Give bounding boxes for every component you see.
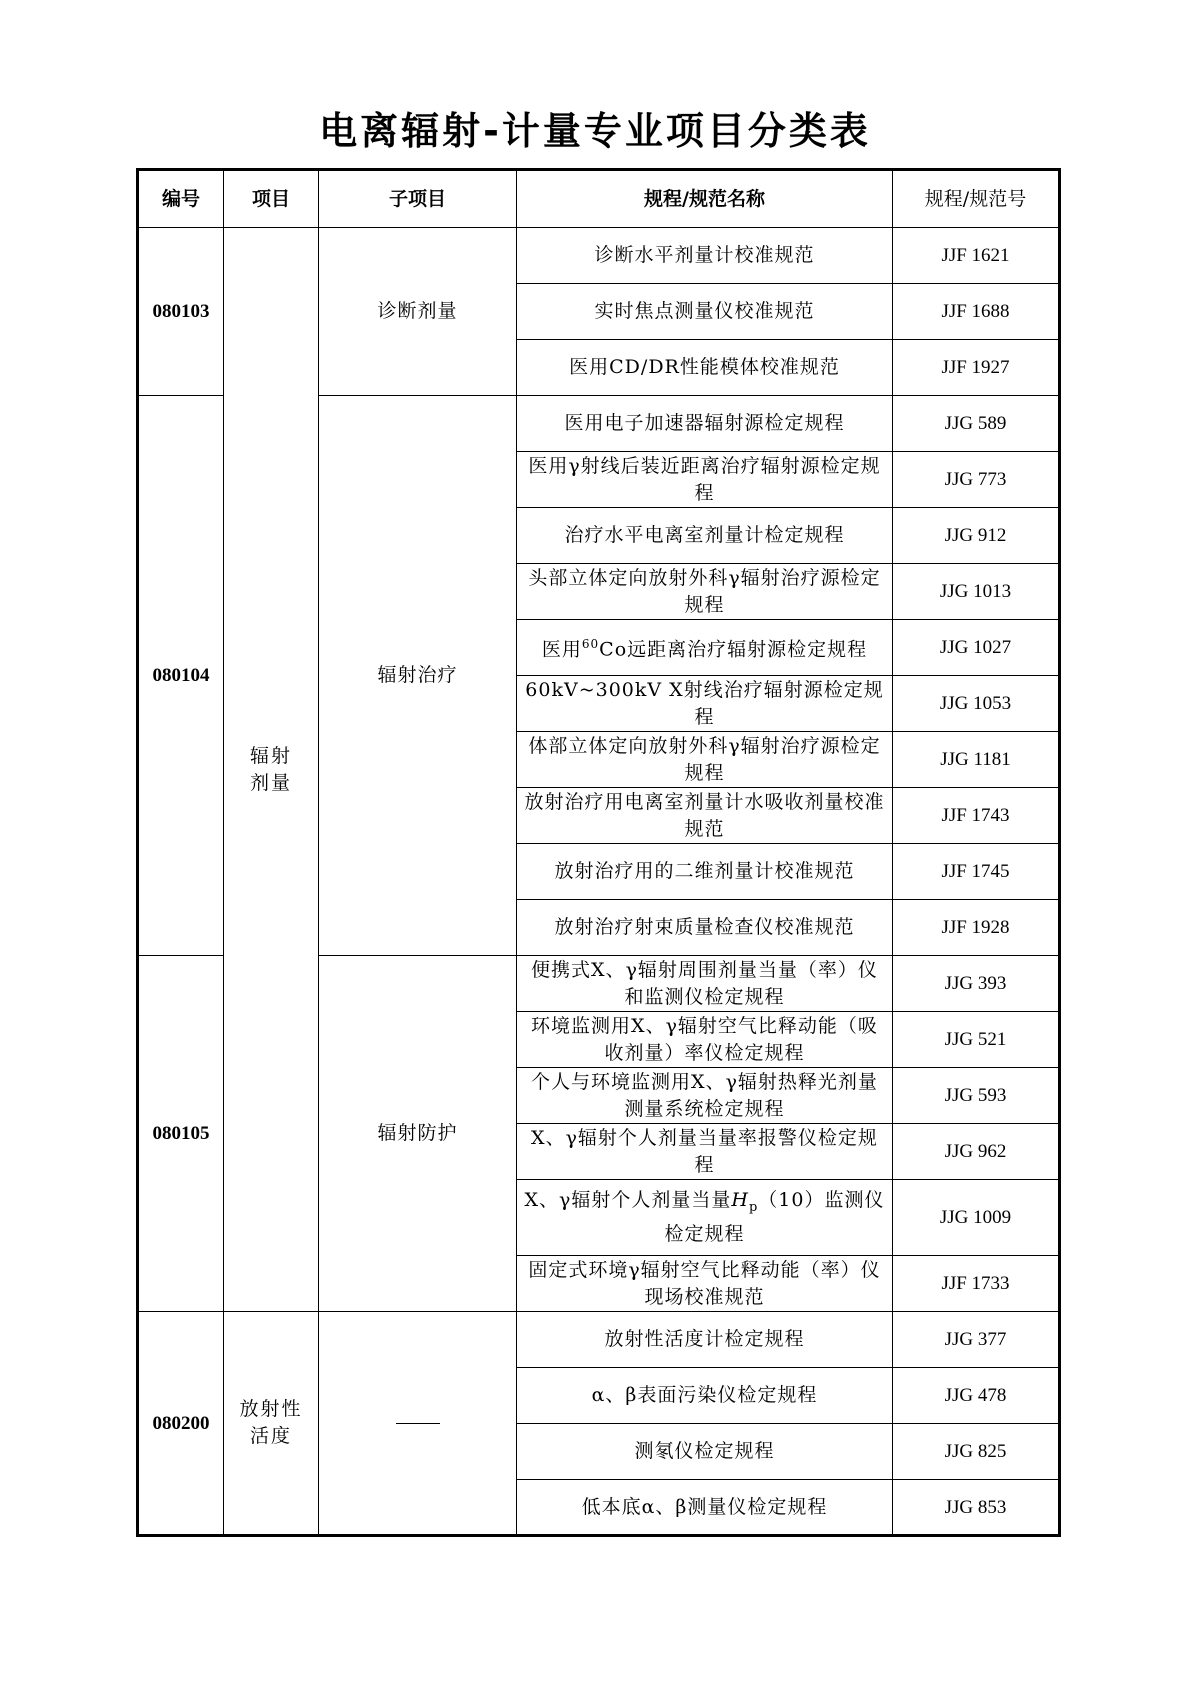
spec-number: JJG 853 (893, 1480, 1060, 1536)
project-cell-activity: 放射性活度 (224, 1312, 319, 1536)
spec-name: 便携式X、γ辐射周围剂量当量（率）仪和监测仪检定规程 (517, 956, 893, 1012)
quantity-symbol: H (731, 1189, 749, 1212)
spec-name: α、β表面污染仪检定规程 (517, 1368, 893, 1424)
code-cell: 080200 (138, 1312, 224, 1536)
project-cell-dose: 辐射剂量 (224, 228, 319, 1312)
header-name: 规程/规范名称 (517, 170, 893, 228)
spec-name: 低本底α、β测量仪检定规程 (517, 1480, 893, 1536)
spec-name: 治疗水平电离室剂量计检定规程 (517, 508, 893, 564)
dash-placeholder (396, 1423, 440, 1424)
spec-name: X、γ辐射个人剂量当量率报警仪检定规程 (517, 1124, 893, 1180)
subproject-cell: 诊断剂量 (319, 228, 517, 396)
spec-number: JJG 593 (893, 1068, 1060, 1124)
spec-name: 固定式环境γ辐射空气比释动能（率）仪现场校准规范 (517, 1256, 893, 1312)
spec-number: JJG 773 (893, 452, 1060, 508)
spec-number: JJG 1013 (893, 564, 1060, 620)
code-cell: 080103 (138, 228, 224, 396)
spec-number: JJG 825 (893, 1424, 1060, 1480)
spec-number: JJF 1745 (893, 844, 1060, 900)
spec-number: JJF 1733 (893, 1256, 1060, 1312)
spec-number: JJG 478 (893, 1368, 1060, 1424)
spec-name-suffix: Co远距离治疗辐射源检定规程 (599, 638, 868, 661)
spec-name-suffix: （10）监测仪检定规程 (664, 1189, 885, 1245)
spec-name: 放射治疗射束质量检查仪校准规范 (517, 900, 893, 956)
spec-name (517, 1180, 893, 1256)
spec-number: JJG 393 (893, 956, 1060, 1012)
spec-name: 头部立体定向放射外科γ辐射治疗源检定规程 (517, 564, 893, 620)
isotope-mass-number: 60 (581, 637, 600, 652)
spec-number: JJF 1743 (893, 788, 1060, 844)
spec-name-prefix: X、γ辐射个人剂量当量 (524, 1189, 732, 1212)
quantity-subscript: p (748, 1199, 759, 1215)
code-cell: 080104 (138, 396, 224, 956)
spec-name: 测氡仪检定规程 (517, 1424, 893, 1480)
header-row (138, 170, 1060, 228)
code-cell: 080105 (138, 956, 224, 1312)
spec-name: 实时焦点测量仪校准规范 (517, 284, 893, 340)
header-project: 项目 (224, 170, 319, 228)
spec-name (517, 620, 893, 676)
subproject-cell: 辐射治疗 (319, 396, 517, 956)
spec-number: JJG 962 (893, 1124, 1060, 1180)
spec-name: 医用CD/DR性能模体校准规范 (517, 340, 893, 396)
table-row (138, 228, 1060, 284)
header-number: 规程/规范号 (893, 170, 1060, 228)
spec-number: JJG 1027 (893, 620, 1060, 676)
table-row (138, 1312, 1060, 1368)
spec-number: JJG 377 (893, 1312, 1060, 1368)
spec-name: 医用γ射线后装近距离治疗辐射源检定规程 (517, 452, 893, 508)
spec-name: 放射性活度计检定规程 (517, 1312, 893, 1368)
page-title: 电离辐射-计量专业项目分类表 (319, 109, 871, 153)
spec-number: JJF 1688 (893, 284, 1060, 340)
spec-name-prefix: 医用 (541, 638, 582, 661)
spec-number: JJG 589 (893, 396, 1060, 452)
header-code: 编号 (138, 170, 224, 228)
spec-number: JJF 1927 (893, 340, 1060, 396)
spec-number: JJF 1621 (893, 228, 1060, 284)
subproject-cell: 辐射防护 (319, 956, 517, 1312)
spec-name: 个人与环境监测用X、γ辐射热释光剂量测量系统检定规程 (517, 1068, 893, 1124)
spec-name: 体部立体定向放射外科γ辐射治疗源检定规程 (517, 732, 893, 788)
spec-name: 医用电子加速器辐射源检定规程 (517, 396, 893, 452)
spec-number: JJF 1928 (893, 900, 1060, 956)
spec-name: 60kV~300kV X射线治疗辐射源检定规程 (517, 676, 893, 732)
spec-name: 放射治疗用的二维剂量计校准规范 (517, 844, 893, 900)
spec-name: 诊断水平剂量计校准规范 (517, 228, 893, 284)
header-subproject: 子项目 (319, 170, 517, 228)
spec-number: JJG 912 (893, 508, 1060, 564)
spec-name: 放射治疗用电离室剂量计水吸收剂量校准规范 (517, 788, 893, 844)
spec-name: 环境监测用X、γ辐射空气比释动能（吸收剂量）率仪检定规程 (517, 1012, 893, 1068)
spec-number: JJG 521 (893, 1012, 1060, 1068)
classification-table (136, 168, 1061, 1537)
spec-number: JJG 1053 (893, 676, 1060, 732)
spec-number: JJG 1009 (893, 1180, 1060, 1256)
spec-number: JJG 1181 (893, 732, 1060, 788)
subproject-cell-empty (319, 1312, 517, 1536)
